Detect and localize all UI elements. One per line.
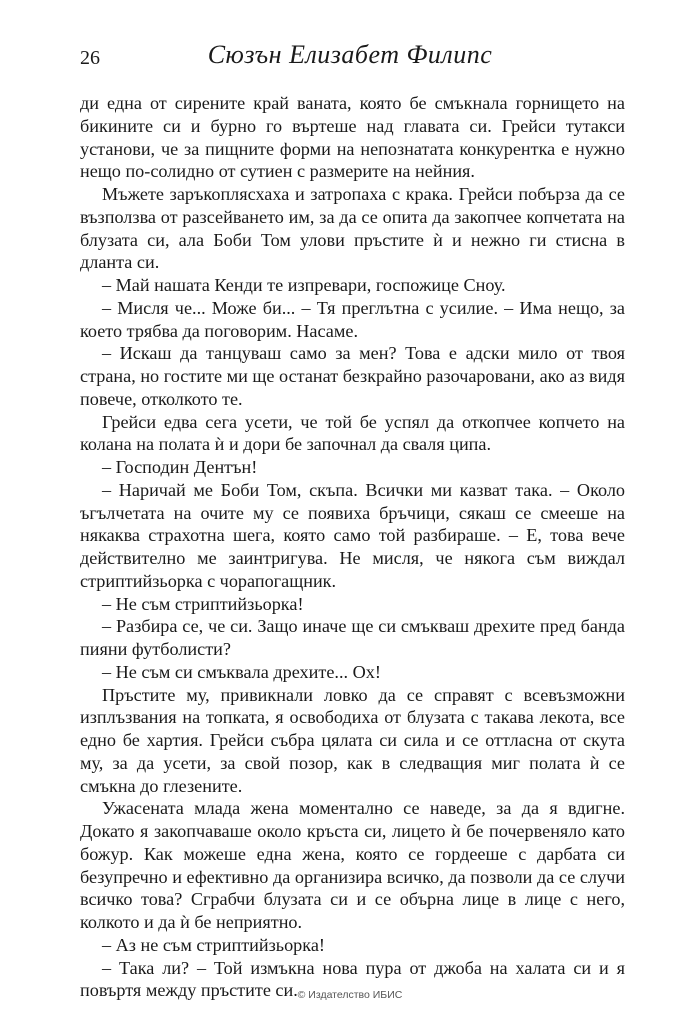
dialogue-line: – Наричай ме Боби Том, скъпа. Всички ми казват така. – Около ъгълчетата на очите му се появиха бръчици, сякаш се смееше на някаква страхотна шега, която само той разбираше. – Е, това вече действително ме заинтригува. Не мисля, че някога съм виждал стриптийзьорка с чорапогащник.: [80, 479, 625, 591]
running-title: Сюзън Елизабет Филипс: [207, 40, 493, 69]
dialogue-line: – Разбира се, че си. Защо иначе ще си смъкваш дрехите пред банда пияни футболисти?: [80, 616, 625, 659]
publisher-copyright: © Издателство ИБИС: [297, 989, 403, 1001]
paragraph: Ужасената млада жена моментално се наведе, за да я вдигне. Докато я закопчаваше около кръста си, лицето ѝ бе почервеняло като божур. Как можеше една жена, която се гордееше с дарбата си безупречно и ефективно да организира всичко, да позволи да се случи всичко това? Сграбчи блузата си и се обърна лице в лице с него, колкото и да ѝ бе неприятно.: [80, 798, 625, 932]
dialogue-line: – Не съм стриптийзьорка!: [102, 593, 304, 614]
page-body: [80, 92, 625, 1002]
paragraph: Пръстите му, привикнали ловко да се справят с всевъзможни изплъзвания на топката, я освободиха от блузата с такава лекота, все едно бе хартия. Грейси събра цялата си сила и се оттласна от скута му, за да усети, за свой позор, как в следващия миг полата ѝ се смъкна до глезените.: [80, 684, 625, 796]
dialogue-line: – Господин Дентън!: [102, 457, 258, 477]
dialogue-line: – Не съм си смъквала дрехите... Ох!: [102, 661, 381, 682]
paragraph: Грейси едва сега усети, че той бе успял да откопчее копчето на колана на полата ѝ и дори бе започнал да сваля ципа.: [80, 411, 625, 455]
page-header: [80, 40, 620, 80]
dialogue-line: – Така ли? – Той измъкна нова пура от джоба на халата си и я повъртя между пръстите си.: [80, 957, 625, 1001]
page-number: 26: [80, 47, 100, 69]
dialogue-line: – Аз не съм стриптийзьорка!: [102, 934, 325, 955]
dialogue-line: – Мисля че... Може би... – Тя преглътна с усилие. – Има нещо, за което трябва да поговорим. Насаме.: [80, 297, 625, 341]
paragraph: ди една от сирените край ваната, която бе смъкнала горнището на бикините си и бурно го въртеше над главата си. Грейси тутакси установи, че за пищните форми на непознатата конкурентка е нужно нещо по-солидно от сутиен с размерите на нейния.: [80, 93, 625, 182]
dialogue-line: – Искаш да танцуваш само за мен? Това е адски мило от твоя страна, но гостите ми ще останат безкрайно разочаровани, ако аз видя повече, отколкото те.: [80, 343, 625, 409]
paragraph: Мъжете заръкоплясхаха и затропаха с крака. Грейси побърза да се възползва от разсейването им, за да се опита да закопчее копчетата на блузата си, ала Боби Том улови пръстите ѝ и нежно ги стисна в дланта си.: [80, 184, 625, 273]
dialogue-line: – Май нашата Кенди те изпревари, госпожице Сноу.: [102, 275, 506, 295]
